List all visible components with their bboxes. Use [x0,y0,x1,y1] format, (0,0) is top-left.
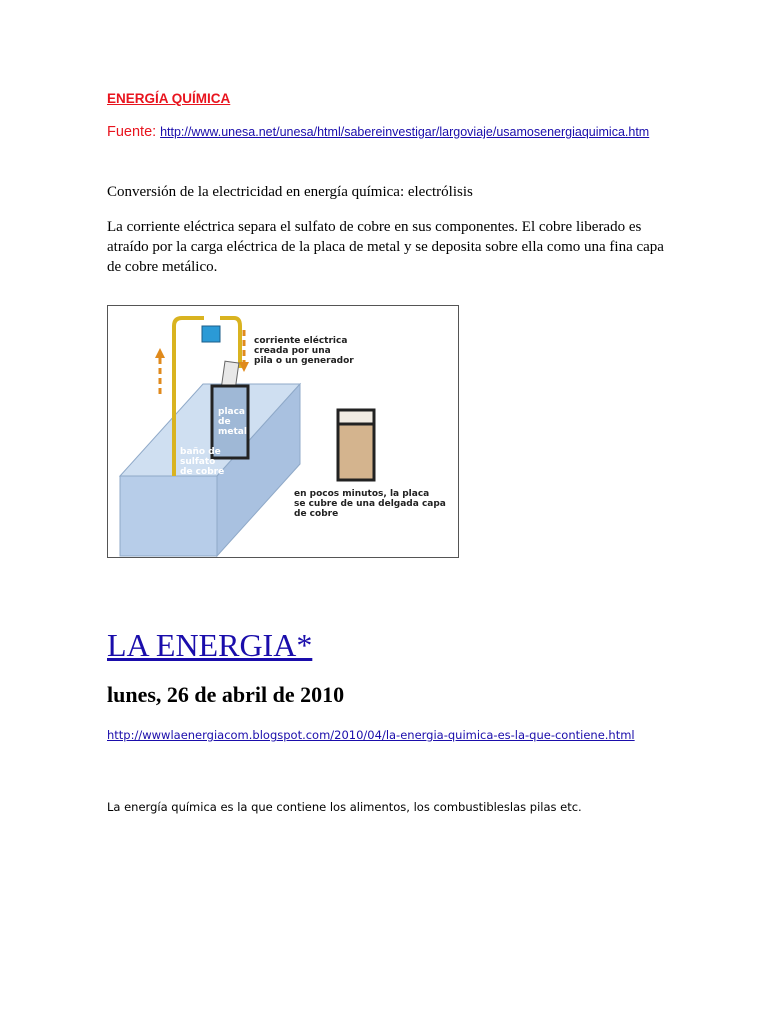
blog-title-link[interactable]: LA ENERGIA* [107,627,313,663]
section-heading: ENERGÍA QUÍMICA [107,91,231,106]
post-date: lunes, 26 de abril de 2010 [107,682,345,707]
plate-label-2: de [218,417,231,427]
tank-front [120,476,217,556]
generator-box [202,326,220,342]
current-label-2: creada por una [254,346,331,356]
result-label-2: se cubre de una delgada capa [294,499,446,509]
source-label: Fuente: [107,124,157,140]
plate-label-1: placa [218,407,246,417]
source-link[interactable]: http://www.unesa.net/unesa/html/sabereinvestigar/largoviaje/usamosenergiaquimica.htm [160,125,650,139]
result-label-1: en pocos minutos, la placa [294,489,430,499]
bath-label-1: baño de [180,447,221,457]
electrolysis-diagram [107,305,459,558]
blog-post-link[interactable]: http://wwwlaenergiacom.blogspot.com/2010/04/la-energia-quimica-es-la-que-contiene.html [107,728,635,742]
current-label-1: corriente eléctrica [254,336,348,346]
bath-label-3: de cobre [180,467,225,477]
current-label-3: pila o un generador [254,356,354,366]
body-text: La energía química es la que contiene los alimentos, los combustibleslas pilas etc. [107,800,582,814]
source-line [107,123,649,140]
result-label-3: de cobre [294,509,339,519]
plate-label-3: metal [218,427,247,437]
bath-label-2: sulfato [180,457,216,467]
subtitle-text: Conversión de la electricidad en energía química: electrólisis [107,184,473,200]
description-paragraph: La corriente eléctrica separa el sulfato de cobre en sus componentes. El cobre liberado es atraído por la carga eléctrica de la placa de metal y se deposita sobre ella como una fina capa de cobre metálico. [107,219,664,275]
